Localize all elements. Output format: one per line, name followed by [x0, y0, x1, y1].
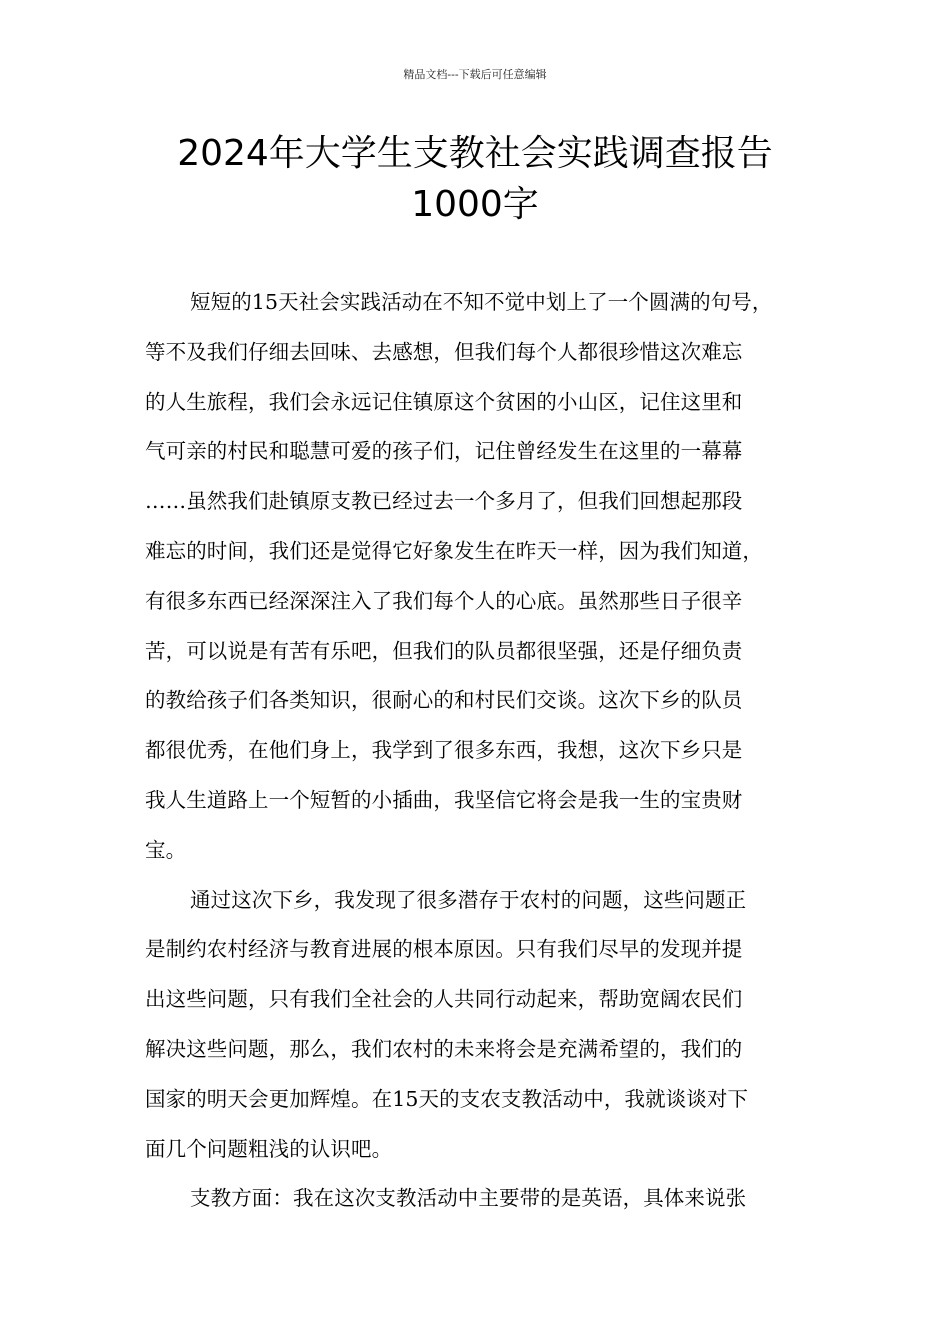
text-line: 国家的明天会更加辉煌。在15天的支农支教活动中，我就谈谈对下 [145, 1086, 749, 1111]
text-line: 是制约农村经济与教育进展的根本原因。只有我们尽早的发现并提 [145, 937, 743, 962]
text-line: 有很多东西已经深深注入了我们每个人的心底。虽然那些日子很辛 [145, 588, 743, 613]
header-note: 精品文档---下载后可任意编辑 [403, 68, 547, 81]
text-line: 苦，可以说是有苦有乐吧，但我们的队员都很坚强，还是仔细负责 [145, 638, 743, 663]
paragraph-3 [145, 1174, 805, 1224]
text-line: ……虽然我们赴镇原支教已经过去一个多月了，但我们回想起那段 [145, 489, 743, 514]
title-line-2: 1000字 [411, 184, 539, 225]
text-line: 通过这次下乡，我发现了很多潜存于农村的问题，这些问题正 [190, 887, 747, 912]
text-line: 的人生旅程，我们会永远记住镇原这个贫困的小山区，记住这里和 [145, 389, 743, 414]
text-line: 短短的15天社会实践活动在不知不觉中划上了一个圆满的句号， [190, 290, 773, 314]
title-line-1: 2024年大学生支教社会实践调查报告 [177, 133, 773, 174]
text-line: 的教给孩子们各类知识，很耐心的和村民们交谈。这次下乡的队员 [145, 688, 743, 713]
document-body [145, 278, 805, 1224]
text-line: 都很优秀，在他们身上，我学到了很多东西，我想，这次下乡只是 [145, 738, 743, 763]
text-line: 气可亲的村民和聪慧可爱的孩子们，记住曾经发生在这里的一幕幕 [145, 439, 743, 464]
text-line: 支教方面：我在这次支教活动中主要带的是英语，具体来说张 [190, 1186, 747, 1211]
text-line: 宝。 [145, 837, 187, 862]
text-line: 出这些问题，只有我们全社会的人共同行动起来，帮助宽阔农民们 [145, 987, 743, 1012]
text-line: 解决这些问题，那么，我们农村的未来将会是充满希望的，我们的 [145, 1036, 743, 1061]
document-title [100, 128, 850, 230]
paragraph-1 [145, 278, 805, 876]
paragraph-2 [145, 876, 805, 1175]
text-line: 等不及我们仔细去回味、去感想，但我们每个人都很珍惜这次难忘 [145, 339, 743, 364]
text-line: 我人生道路上一个短暂的小插曲，我坚信它将会是我一生的宝贵财 [145, 787, 743, 812]
text-line: 面几个问题粗浅的认识吧。 [145, 1136, 393, 1161]
text-line: 难忘的时间，我们还是觉得它好象发生在昨天一样，因为我们知道， [145, 538, 763, 563]
